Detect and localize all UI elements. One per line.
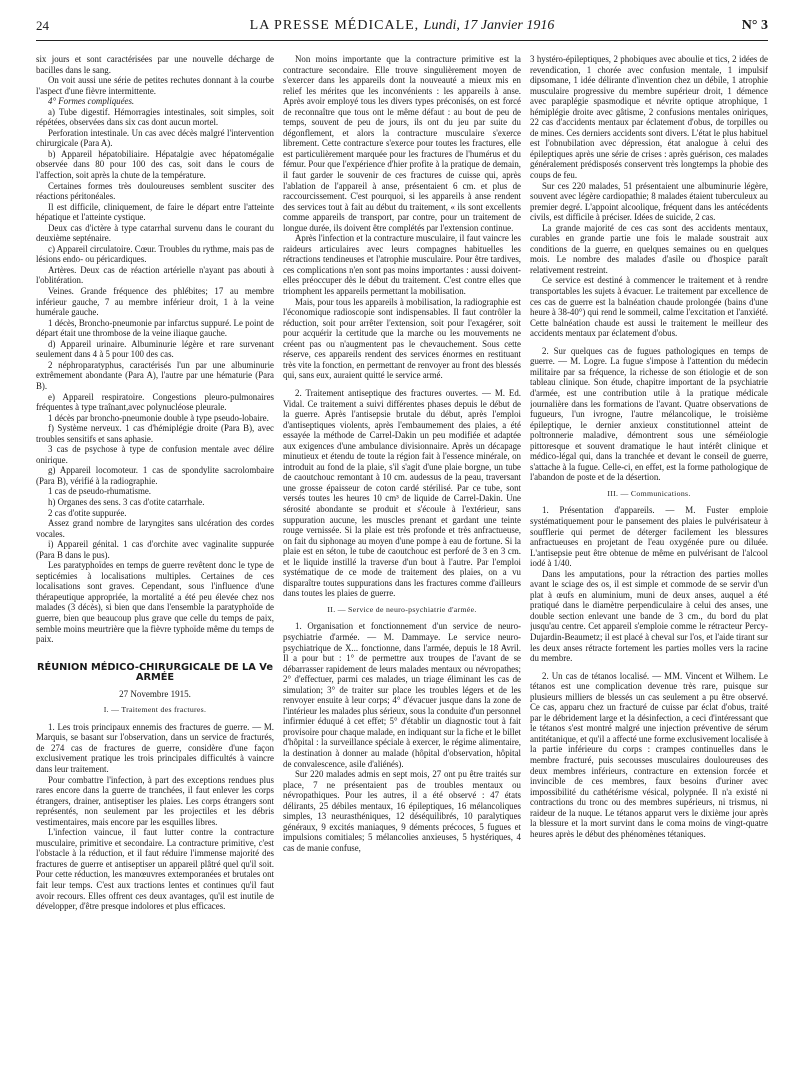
paragraph: Artères. Deux cas de réaction artérielle n'ayant pas abouti à l'oblitération. <box>36 264 274 286</box>
paragraph: 2. Un cas de tétanos localisé. — MM. Vincent et Wilhem. Le tétanos est une complication devenue très rare, puisque sur plusieurs milliers de blessés un cas seulement a pu être observé. Ce cas, apparu chez un fracturé de cuisse par éclat d'obus, traité par le débridement large et la désinfection, a ceci d'intéressant que le tétanos s'est montré malgré une injection préventive de sérum antitétanique, et qu'il a affecté une forme exclusivement localisée à la partie inférieure du corps : crampes continuelles dans le membre fracturé, puis secousses musculaires douloureuses des deux membres inférieurs, contracture en extension forcée et invincible de ces membres, faux besoins d'uriner avec impossibilité du cathétérisme vésical, polypnée. Il n'a existé ni contractions du tronc ou des membres supérieurs, ni trismus, ni raideur de la nuque. Le tétanos apparut vers le dixième jour après la blessure et la mort survint dans le coma moins de vingt-quatre heures après le début des phénomènes tétaniques. <box>530 670 768 839</box>
meeting-title: RÉUNION MÉDICO-CHIRURGICALE DE LA Ve ARMÉE <box>36 661 273 684</box>
paragraph: e) Appareil respiratoire. Congestions pleuro-pulmonaires fréquentes à type traînant,avec polynucléose pleurale. <box>36 391 274 413</box>
spacer <box>530 339 768 346</box>
meeting-date: 27 Novembre 1915. <box>119 688 191 699</box>
paragraph: 3 cas de psychose à type de confusion mentale avec délire onirique. <box>36 444 274 465</box>
spacer <box>283 381 521 388</box>
paragraph: a) Tube digestif. Hémorragies intestinales, soit simples, soit répétées, observées dans six cas dont aucun mortel. <box>36 106 274 128</box>
paragraph: 2. Sur quelques cas de fugues pathologiques en temps de guerre. — M. Logre. La fugue s'impose à l'attention du médecin militaire par sa fréquence, la richesse de son étiologie et de son tableau clinique. Son étude, chapitre important de la psychiatrie d'armée, est une contribution utile à la pratique médicale journalière dans les formations de l'avant. Quatre observations de fugueurs, l'un ivrogne, l'autre mélancolique, le troisième épileptique, le dernier anxieux constitutionnel atteint de poltronnerie maladive, démontrent sous une séméiologie pittoresque et souvent dramatique le haut intérêt clinique et médico-légal qui, dans la tranchée et devant le conseil de guerre, s'attache à la fugue. Celle-ci, en effet, est la forme pathologique de l'abandon de poste et de la désertion. <box>530 345 768 483</box>
paragraph: six jours et sont caractérisées par une nouvelle décharge de bacilles dans le sang. <box>36 54 274 75</box>
paragraph: g) Appareil locomoteur. 1 cas de spondylite sacrolombaire (Para B), vérifié à la radiographie. <box>36 465 274 486</box>
paragraph: 2 cas d'otite suppurée. <box>48 507 127 518</box>
paragraph: Il est difficile, cliniquement, de faire le départ entre l'atteinte hépatique et l'atteinte cystique. <box>36 201 274 223</box>
paragraph: On voit aussi une série de petites rechutes donnant à la courbe l'aspect d'une fièvre intermittente. <box>36 75 274 96</box>
article-columns <box>36 54 768 1078</box>
section-heading-communications: III. — Communications. <box>607 488 691 498</box>
paragraph: 2. Traitement antiseptique des fractures ouvertes. — M. Ed. Vidal. Ce traitement a suivi différentes phases depuis le début de la guerre. Après l'antisepsie brutale du début, après l'emploi d'antiseptiques violents, après l'embaumement des plaies, a été essayée la méthode de Carrel-Dakin un peu modifiée et adaptée aux exigences d'une ambulance divisionnaire. Après un décapage minutieux et étendu de toute la région fait à l'essence minérale, on introduit au fond de la plaie, s'il s'agit d'une plaie borgne, un tube de caoutchouc remontant à 10 cm. audessus de la peau, traversant une grosse épaisseur de coton cardé stérilisé. Par ce tube, sont versés toutes les heures 10 cm³ de liquide de Carrel-Dakin. Une sérosité abondante se produit et s'écoule à l'extérieur, sans suppuration aucune, les muscles prenant et gardant une teinte rouge vernissée. Si la plaie est très profonde et très anfractueuse, on fait du siphonage au moyen d'une pompe à eau de fortune. Si la plaie est en séton, le tube de caoutchouc est perforé de 3 en 3 cm. et le liquide instillé la traverse d'un bout à l'autre. Par l'emploi systématique de ce mode de traitement des plaies, on a vu disparaître toutes suppurations dans les fractures comme d'ailleurs dans toutes les plaies de guerre. <box>283 387 521 599</box>
running-header <box>36 18 768 41</box>
paragraph: 3 hystéro-épileptiques, 2 phobiques avec aboulie et tics, 2 idées de revendication, 1 chorée avec confusion mentale, 1 impulsif dipsomane, 1 idée délirante d'invention chez un débile, 1 atrophie musculaire progressive du membre supérieur droit, 1 démence avec paraplégie spasmodique et névrite optique atrophique, 1 hémiplégie droite avec gâtisme, 2 confusions mentales oniriques, 22 cas d'accidents mentaux par éclatement d'obus, de torpilles ou de mines. Ces derniers accidents sont divers. L'état le plus habituel est l'obnubilation avec dépression, état analogue à celui des épileptiques après une série de crises : après guérison, ces malades généralement prédisposés conservent très longtemps la phobie des coups de feu. <box>530 54 768 181</box>
paragraph: Les paratyphoïdes en temps de guerre revêtent donc le type de septicémies à localisations multiples. Certaines de ces localisations sont graves. Cependant, sous l'influence d'une thérapeutique appropriée, la mortalité a été peu élevée chez nos malades (3 décès), si bien que dans l'ensemble la paratyphoïde de guerre, bien que beaucoup plus grave que celle du temps de paix, semble moins meurtrière que la fièvre typhoïde même du temps de paix. <box>36 560 274 645</box>
paragraph: Assez grand nombre de laryngites sans ulcération des cordes vocales. <box>36 518 274 539</box>
issue-date: Lundi, 17 Janvier 1916 <box>423 18 555 33</box>
column-right <box>530 54 768 1078</box>
issue-number: N° 3 <box>741 18 768 33</box>
paragraph: 2 néphroparatyphus, caractérisés l'un par une albuminurie extrêmement abondante (Para A), l'autre par une hématurie (Para B). <box>36 359 274 391</box>
paragraph: c) Appareil circulatoire. Cœur. Troubles du rythme, mais pas de lésions endo- ou péricardiques. <box>36 243 274 265</box>
paragraph: Certaines formes très douloureuses semblent susciter des réactions péritonéales. <box>36 180 274 202</box>
page-number: 24 <box>36 18 49 33</box>
column-left <box>36 54 274 1078</box>
paragraph: d) Appareil urinaire. Albuminurie légère et rare survenant seulement dans 4 à 5 pour 100 des cas. <box>36 338 274 360</box>
paragraph: L'infection vaincue, il faut lutter contre la contracture musculaire, primitive et secondaire. La contracture primitive, c'est l'obstacle à la réduction, et il faut réduire l'immense majorité des fractures de guerre et antiseptiser un appareil plâtré quel qu'il soit. Pour cette réduction, les manœuvres extemporanées et brutales ont fait leur temps. C'est aux tractions lentes et continues qu'il faut avoir recours. Elles offrent ces deux avantages, qu'il est inutile de développer, d'être presque indolores et plus efficaces. <box>36 827 274 912</box>
paragraph: Non moins importante que la contracture primitive est la contracture secondaire. Elle trouve singulièrement moyen de s'exercer dans les appareils dont la nouveauté a mieux mis en relief les mérites que les inconvénients : les appareils à anse. Après avoir employé tous les divers types préconisés, on est forcé de reconnaître que tous ont le même défaut : au bout de peu de temps, souvent de peu de jours, ils ont du jeu par suite du dégonflement, et alors la contracture musculaire s'exerce librement. Cette contracture s'exerce pour toutes les fractures, elle est particulièrement marquée pour les fractures de l'humérus et du fémur. Pour que l'expérience d'hier profite à la pratique de demain, il faut garder le souvenir de ces fractures de cuisse qui, après l'ablation de l'appareil à anse, présentaient 6 cm. et plus de raccourcissement. C'est pourquoi, si les appareils à anse rendent des services tout à fait au début du traitement, « ils sont excellents comme appareils de transport, par contre, pour un traitement de longue durée, ils doivent être complétés par l'extension continue. <box>283 54 521 233</box>
paragraph: Ce service est destiné à commencer le traitement et à rendre transportables les sujets à évacuer. Le traitement par excellence de ces cas de guerre est la balnéation chaude prolongée (bains d'une heure à 38-40°) qui rend le sommeil, calme l'excitation et l'anxiété. Cette balnéation chaude est aussi le traitement le meilleur des accidents mentaux par éclatement d'obus. <box>530 275 768 339</box>
subheading: 4° Formes compliquées. <box>48 96 135 107</box>
section-heading-fractures: I. — Traitement des fractures. <box>103 705 207 715</box>
paragraph: Mais, pour tous les appareils à mobilisation, la radiographie est l'économique radioscopie sont indispensables. Il faut contrôler la réduction, soit pour arrêter l'extension, soit pour l'exagérer, soit pour acquérir la certitude que la marche ou les mouvements ne créent pas ou n'augmentent pas le chevauchement. Sous cette réserve, ces appareils rendent des services énormes en restituant très vite la fonction, en permettant de renvoyer au front des blessés qui, sans eux, auraient quitté le service armé. <box>283 296 521 381</box>
paragraph: Après l'infection et la contracture musculaire, il faut vaincre les raideurs articulaires avec leurs compagnes habituelles les rétractions tendineuses et l'atrophie musculaire. Pour être tardives, ces complications n'en sont pas moins importantes : aussi doivent-elles préoccuper dès le début du traitement. C'est contre elles que triomphent les appareils permettant la mobilisation. <box>283 233 521 297</box>
journal-name: LA PRESSE MÉDICALE, <box>249 18 420 33</box>
section-heading-neuropsychiatry: II. — Service de neuro-psychiatrie d'armée. <box>327 604 477 614</box>
paragraph: La grande majorité de ces cas sont des accidents mentaux, curables en grande partie une fois le malade soustrait aux conditions de la guerre, en quelques semaines ou en quelques mois. Le nombre des malades d'asile ou d'hospice paraît relativement restreint. <box>530 222 768 275</box>
paragraph: Pour combattre l'infection, à part des exceptions rendues plus rares encore dans la guerre de tranchées, il faut enlever les corps étrangers, drainer, antiseptiser les plaies. Les corps étrangers sont représentés, non seulement par les projectiles et les débris vestimentaires, mais encore par les esquilles libres. <box>36 774 274 827</box>
paragraph: 1 décès, Broncho-pneumonie par infarctus suppuré. Le point de départ était une thrombose de la veine iliaque gauche. <box>36 317 274 339</box>
paragraph: Perforation intestinale. Un cas avec décès malgré l'intervention chirurgicale (Para A). <box>36 127 274 149</box>
paragraph: h) Organes des sens. 3 cas d'otite catarrhale. <box>48 496 205 507</box>
paragraph: 1 décès par broncho-pneumonie double à type pseudo-lobaire. <box>48 412 269 423</box>
column-middle <box>283 54 521 1078</box>
paragraph: 1. Présentation d'appareils. — M. Fuster emploie systématiquement pour le pansement des plaies le pulvérisateur à soufflerie qui permet de déterger facilement les blessures anfractueuses en projetant de l'eau oxygénée pure ou diluée. L'antisepsie peut être obtenue de même en pulvérisant de l'alcool iodé à 1/40. <box>530 505 768 569</box>
paragraph: f) Système nerveux. 1 cas d'hémiplégie droite (Para B), avec troubles sensitifs et sans aphasie. <box>36 423 274 444</box>
journal-title <box>36 18 768 34</box>
paragraph: b) Appareil hépatobiliaire. Hépatalgie avec hépatomégalie observée dans 80 pour 100 des cas, soit dans le cours de l'affection, soit après la chute de la température. <box>36 148 274 181</box>
paragraph: Deux cas d'ictère à type catarrhal survenu dans le courant du deuxième septénaire. <box>36 222 274 244</box>
paragraph: i) Appareil génital. 1 cas d'orchite avec vaginalite suppurée (Para B dans le pus). <box>36 539 274 560</box>
paragraph: Veines. Grande fréquence des phlébites; 17 au membre inférieur gauche, 7 au membre inférieur droit, 1 à la veine humérale gauche. <box>36 286 274 318</box>
paragraph: 1. Les trois principaux ennemis des fractures de guerre. — M. Marquis, se basant sur l'observation, dans un service de fracturés, de 274 cas de fractures de guerre, considère d'une façon exclusivement pratique les trois principales difficultés à vaincre dans leur traitement. <box>36 721 274 774</box>
paragraph: 1 cas de pseudo-rhumatisme. <box>48 486 152 497</box>
paratyphoid-article <box>36 54 274 645</box>
paragraph: Dans les amputations, pour la rétraction des parties molles avant le sciage des os, il est simple et commode de se servir d'un plat à œufs en aluminium, muni de deux anses, auquel a été pratiqué dans le diamètre perpendiculaire à celui des anses, une double section enlevant une bande de 3 cm., du bord du plat jusqu'au centre. Cet appareil s'emploie comme le rétracteur Percy-Dujardin-Beaumetz; il est placé à cheval sur l'os, et l'aide tirant sur les deux anses rétracte fortement les parties molles vers la racine du membre. <box>530 568 768 664</box>
paragraph: 1. Organisation et fonctionnement d'un service de neuro-psychiatrie d'armée. — M. Dammaye. Le service neuro-psychiatrique de X... fonctionne, dans l'armée, depuis le 18 Avril. Il a pour but : 1° de permettre aux troupes de l'avant de se débarrasser rapidement de leurs malades mentaux ou névropathes; 2° d'effectuer, parmi ces malades, un triage éliminant les cas de simulation; 3° de traiter sur place les troubles légers et de les renvoyer ensuite à leur corps; 4° d'évacuer jusque dans la zone de l'intérieur les malades plus sérieux, sous la conduite d'un personnel infirmier éduqué à cet effet; 5° d'établir un diagnostic tout à fait provisoire pour chaque malade, en indiquant sur la fiche et le billet d'hôpital : la surveillance spéciale à exercer, le régime alimentaire, la destination à donner au malade (hôpital d'observation, hôpital de convalescence, asile d'aliénés). <box>283 621 521 769</box>
paragraph: Sur 220 malades admis en sept mois, 27 ont pu être traités sur place, 7 ne présentaient pas de troubles mentaux ou névropathiques. Pour les autres, il a été observé : 47 états délirants, 25 débiles mentaux, 16 épileptiques, 16 mélancoliques simples, 13 neurasthéniques, 12 déséquilibrés, 10 paralytiques généraux, 9 excités maniaques, 9 déments précoces, 5 fugues et impulsions comitiales; 5 mélancolies anxieuses, 5 hystériques, 4 cas de manie confuse, <box>283 769 521 853</box>
paragraph: Sur ces 220 malades, 51 présentaient une albuminurie légère, souvent avec légère cardiopathie; 8 malades étaient tuberculeux au premier degré. L'appoint alcoolique, fréquent dans les antécédents civils, est difficile à préciser. Idées de suicide, 2 cas. <box>530 180 768 223</box>
spacer <box>530 664 768 671</box>
